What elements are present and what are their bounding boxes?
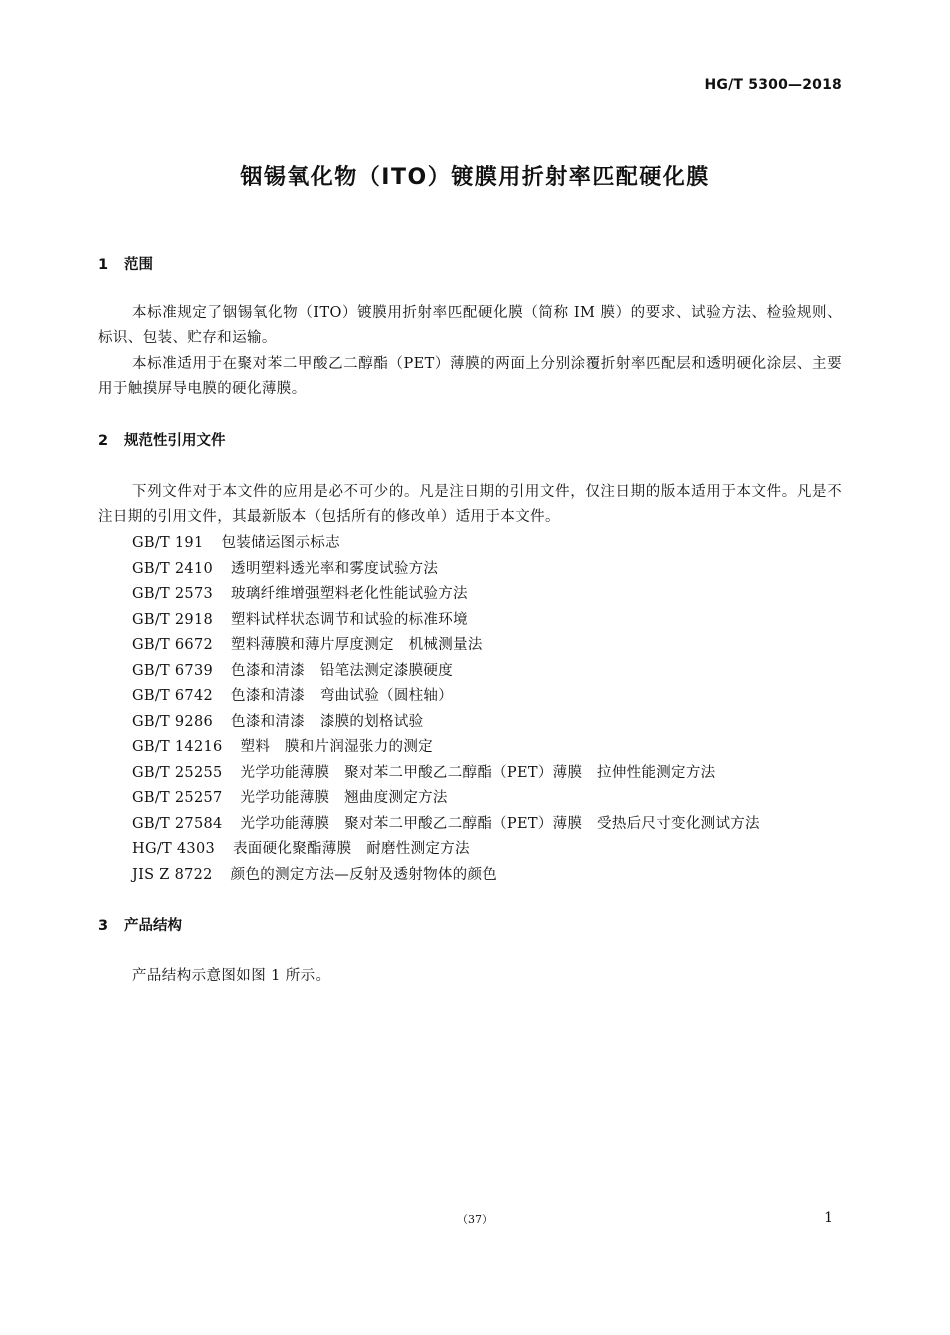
standard-code: HG/T 5300—2018 — [704, 77, 842, 93]
reference-code: GB/T 2410 — [132, 560, 214, 577]
reference-code: JIS Z 8722 — [132, 866, 213, 883]
section-title: 规范性引用文件 — [124, 433, 226, 449]
reference-title: 色漆和清漆 弯曲试验（圆柱轴） — [231, 688, 454, 704]
footer-mark: （37） — [457, 1213, 493, 1226]
section-title: 产品结构 — [124, 918, 182, 934]
reference-title: 光学功能薄膜 翘曲度测定方法 — [240, 790, 448, 806]
reference-code: GB/T 2918 — [132, 611, 214, 628]
reference-title: 色漆和清漆 铅笔法测定漆膜硬度 — [231, 662, 454, 679]
reference-code: GB/T 6742 — [132, 688, 214, 704]
reference-title: 塑料试样状态调节和试验的标准环境 — [231, 611, 468, 628]
section-1-heading — [98, 255, 153, 275]
reference-title: 塑料 膜和片润湿张力的测定 — [240, 739, 433, 755]
section-3-heading — [98, 916, 182, 936]
reference-item — [132, 531, 760, 557]
reference-code: GB/T 191 — [132, 535, 204, 551]
reference-title: 包装储运图示标志 — [221, 535, 340, 551]
reference-item — [132, 684, 760, 710]
reference-item — [132, 863, 760, 889]
reference-code: GB/T 6739 — [132, 662, 214, 679]
reference-code: GB/T 9286 — [132, 713, 214, 730]
reference-title: 透明塑料透光率和雾度试验方法 — [231, 560, 439, 577]
reference-item — [132, 710, 760, 736]
reference-code: GB/T 25255 — [132, 764, 223, 781]
reference-item — [132, 659, 760, 685]
reference-item — [132, 735, 760, 761]
reference-item — [132, 786, 760, 812]
reference-code: GB/T 14216 — [132, 739, 223, 755]
reference-item — [132, 582, 760, 608]
reference-title: 色漆和清漆 漆膜的划格试验 — [231, 713, 424, 730]
reference-code: HG/T 4303 — [132, 841, 215, 857]
reference-code: GB/T 25257 — [132, 790, 223, 806]
reference-item — [132, 837, 760, 863]
section-2-heading — [98, 431, 226, 451]
reference-item — [132, 812, 760, 838]
normative-intro: 下列文件对于本文件的应用是必不可少的。凡是注日期的引用文件，仅注日期的版本适用于本文件。凡是不注日期的引用文件，其最新版本（包括所有的修改单）适用于本文件。 — [98, 484, 842, 525]
page-number: 1 — [824, 1210, 833, 1226]
section-number: 1 — [98, 257, 109, 273]
reference-code: GB/T 2573 — [132, 586, 214, 602]
section-number: 3 — [98, 918, 109, 934]
section-number: 2 — [98, 433, 109, 449]
reference-list — [132, 531, 760, 888]
scope-paragraph-2: 本标准适用于在聚对苯二甲酸乙二醇酯（PET）薄膜的两面上分别涂覆折射率匹配层和透明硬化涂层、主要用于触摸屏导电膜的硬化薄膜。 — [98, 356, 842, 397]
reference-item — [132, 633, 760, 659]
reference-title: 光学功能薄膜 聚对苯二甲酸乙二醇酯（PET）薄膜 受热后尺寸变化测试方法 — [240, 815, 760, 832]
reference-title: 颜色的测定方法—反射及透射物体的颜色 — [230, 866, 498, 883]
document-title: 铟锡氧化物（ITO）镀膜用折射率匹配硬化膜 — [240, 165, 710, 190]
reference-item — [132, 608, 760, 634]
reference-code: GB/T 27584 — [132, 815, 223, 832]
reference-title: 塑料薄膜和薄片厚度测定 机械测量法 — [231, 637, 483, 653]
section-title: 范围 — [124, 257, 153, 273]
reference-title: 光学功能薄膜 聚对苯二甲酸乙二醇酯（PET）薄膜 拉伸性能测定方法 — [240, 764, 716, 781]
reference-item — [132, 557, 760, 583]
reference-title: 表面硬化聚酯薄膜 耐磨性测定方法 — [233, 841, 470, 857]
reference-title: 玻璃纤维增强塑料老化性能试验方法 — [231, 586, 468, 602]
structure-paragraph: 产品结构示意图如图 1 所示。 — [132, 968, 331, 984]
scope-paragraph-1: 本标准规定了铟锡氧化物（ITO）镀膜用折射率匹配硬化膜（简称 IM 膜）的要求、试验方法、检验规则、标识、包装、贮存和运输。 — [98, 305, 842, 346]
reference-code: GB/T 6672 — [132, 637, 214, 653]
reference-item — [132, 761, 760, 787]
